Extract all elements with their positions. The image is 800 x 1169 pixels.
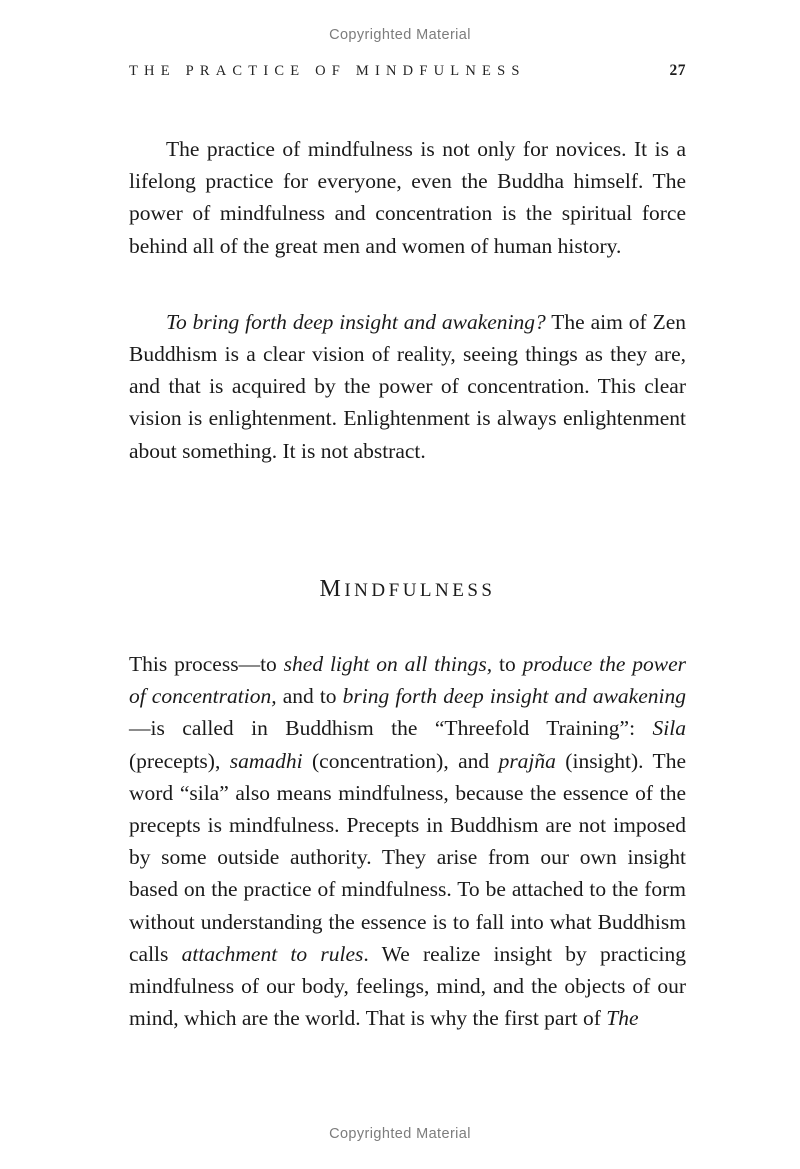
section-heading-initial: M bbox=[319, 576, 345, 602]
section-heading-remainder: INDFULNESS bbox=[344, 580, 496, 601]
p3-italic-5: samadhi bbox=[229, 748, 303, 773]
p3-italic-2: produce the power of concentration, bbox=[129, 652, 687, 709]
p3-seg-3: and to bbox=[276, 684, 343, 709]
copyright-watermark-top: Copyrighted Material bbox=[329, 27, 471, 43]
p3-seg-6: (concentration), and bbox=[302, 748, 499, 773]
paragraph-2 bbox=[129, 306, 686, 467]
paragraph-2-rest: The aim of Zen Buddhism is a clear vision of reality, seeing things as they are, and that is acquired by the power of concentration. This clear vision is enlightenment. Enlightenment is always enlightenment about something. It is not abstract. bbox=[129, 309, 686, 463]
paragraph-2-italic-lead: To bring forth deep insight and awakening? bbox=[166, 309, 546, 334]
lower-text-block bbox=[129, 648, 686, 1034]
p3-italic-4: Sila bbox=[652, 716, 686, 741]
p3-italic-8: The bbox=[606, 1006, 639, 1031]
section-heading bbox=[129, 576, 686, 603]
p3-italic-3: bring forth deep insight and awakening bbox=[342, 684, 686, 709]
p3-seg-1: This process—to bbox=[129, 652, 284, 676]
running-head-title: THE PRACTICE OF MINDFULNESS bbox=[129, 63, 526, 79]
copyright-watermark-bottom: Copyrighted Material bbox=[329, 1126, 471, 1142]
running-head bbox=[129, 62, 686, 80]
page-number: 27 bbox=[669, 62, 686, 79]
p3-italic-1: shed light on all things, bbox=[283, 652, 493, 676]
p3-italic-6: prajña bbox=[498, 748, 556, 773]
p3-seg-5: (precepts), bbox=[129, 748, 230, 773]
p3-seg-8: . We realize insight by practicing mindfulness of our body, feelings, mind, and the objects of our mind, which are the world. That is why the first part of bbox=[129, 941, 686, 1031]
paragraph-1: The practice of mindfulness is not only for novices. It is a lifelong practice for everyone, even the Buddha himself. The power of mindfulness and concentration is the spiritual force behind all of the great men and women of human history. bbox=[129, 137, 686, 258]
p3-italic-7: attachment to rules bbox=[181, 941, 364, 966]
p3-seg-7: (insight). The word “sila” also means mindfulness, because the essence of the precepts is mindfulness. Precepts in Buddhism are not imposed by some outside authority. They arise from our own insight based on the practice of mindfulness. To be attached to the form without understanding the essence is to fall into what Buddhism calls bbox=[129, 748, 686, 966]
upper-text-block bbox=[129, 133, 686, 467]
p3-seg-2: to bbox=[492, 652, 523, 676]
p3-seg-4: —is called in Buddhism the “Threefold Training”: bbox=[129, 716, 653, 741]
paragraph-3 bbox=[129, 648, 686, 1034]
